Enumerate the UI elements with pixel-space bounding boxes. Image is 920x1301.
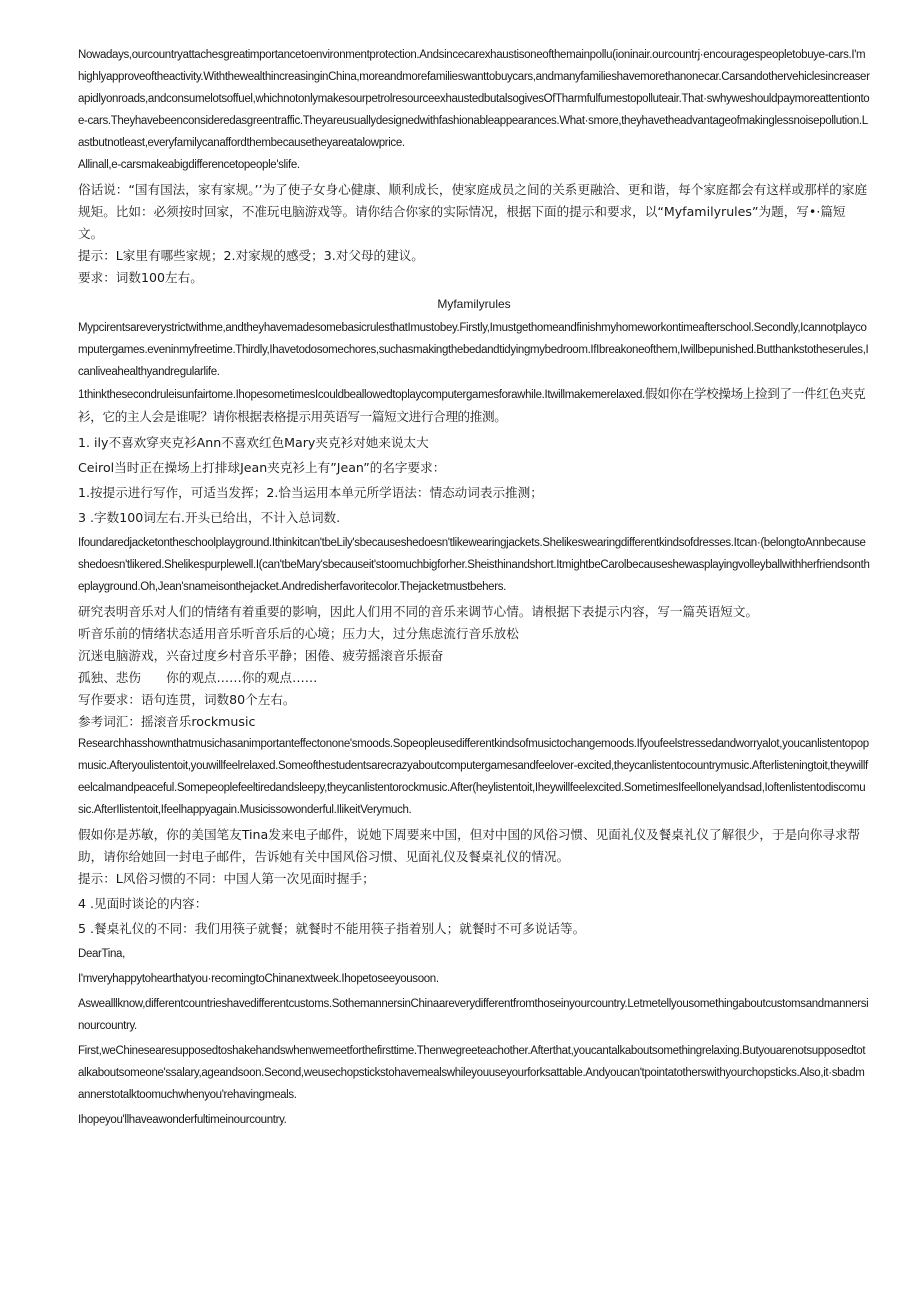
task2-essay: Mypcirentsareverystrictwithme,andtheyhavemadesomebasicrulesthatImustobey.Firstly,Imustgethomeandfinishmyhomeworkontimeafterschool.Secondly,Icannotplaycomputergames.eveninmyfreetime.Thirdly,Ihavetodosomechores,suchasmakingthebedandtidyingmybedroom.IfIbreakoneofthem,Iwillbepunished.Butthankstotheserules,Icanliveahealthyandregularlife. [78, 322, 869, 378]
task2-essay-end [78, 383, 870, 429]
task5-salutation: DearTina, [78, 948, 125, 960]
task4-row1: 听音乐前的情绪状态适用音乐听音乐后的心境；压力大，过分焦虑流行音乐放松 [78, 626, 519, 641]
task3-req1: 1.按提示进行写作，可适当发挥；2.恰当运用本单元所学语法：情态动词表示推测； [78, 485, 543, 500]
task3-table-row1: 1. ily不喜欢穿夹克衫Ann不喜欢红色Mary夹克衫对她来说太大 [78, 435, 429, 450]
task2-prompt: 俗话说：“国有国法，家有家规。’’为了使子女身心健康、顺利成长，使家庭成员之间的关系更融洽、更和谐，每个家庭都会有这样或那样的家庭规矩。比如：必须按时回家，不准玩电脑游戏等。请你结合你家的实际情况，根据下面的提示和要求，以“Myfamilyrules”为题，写•·篇短文。 [78, 182, 868, 241]
essay1-body: Nowadays,ourcountryattachesgreatimportancetoenvironmentprotection.Andsincecarexhaustisoneofthemainpollu(ioninair.ourcountrj·encouragespeopletobuye-cars.I'mhighlyapproveoftheactivity.WiththewealthincreasinginChina,moreandmorefamilieswanttobuycars,andmanyfamilieshavemorethanonecar.Carsandothervehiclesincreaserapidlyonroads,andconsumelotsoffuel,whichnotonlymakesourpetrolresourceexhaustedbutalsogivesOfTharmfulfumestopolluteair.That·swhyweshouldpaymoreattentiontoe-cars.Theyhavebeenconsideredasgreentraffic.Theyareusuallydesignedwithfashionableappearances.What·smore,theyhavetheadvantageofmakinglessnoisepollution.Lastbutnotleast,everyfamilycanaffordthembecausetheyareatalowprice. [78, 49, 870, 149]
task2-title: Myfamilyrules [437, 297, 511, 311]
task3-req3: 3 .字数100词左右.开头已给出，不计入总词数. [78, 510, 341, 525]
task4-vocab: 参考词汇：摇滚音乐rockmusic [78, 714, 256, 729]
task5-prompt: 假如你是苏敏，你的美国笔友Tina发来电子邮件，说她下周要来中国，但对中国的风俗习惯、见面礼仪及餐桌礼仪了解很少，于是向你寻求帮助，请你给她回一封电子邮件，告诉她有关中国风俗习惯、见面礼仪及餐桌礼仪的情况。 [78, 827, 861, 864]
task3-table-row2: Ceirol当时正在操场上打排球Jean夹克衫上有”Jean”的名字要求： [78, 460, 446, 475]
task5-closing: Ihopeyou'llhaveawonderfultimeinourcountry. [78, 1114, 287, 1126]
task3-essay: Ifoundaredjacketontheschoolplayground.Ithinkitcan'tbeLily'sbecauseshedoesn'tlikewearingjackets.Shelikeswearingdifferentkindsofdresses.Itcan·(belongtoAnnbecauseshedoesn'tlikered.Shelikespurplewell.I(can'tbeMary'sbecauseit'stoomuchbigforher.Sheisthinandshort.ItmightbeCarolbecauseshewasplayingvolleyballwithherfriendsontheplayground.Oh,Jean'snameisonthejacket.Andredisherfavoritecolor.Thejacketmustbehers. [78, 537, 870, 593]
task5-para3: First,weChinesearesupposedtoshakehandswhenwemeetforthefirsttime.Thenwegreeteachother.Afterthat,youcantalkaboutsomethingrelaxing.Butyouarenotsupposedtotalkaboutsomeone'ssalary,ageandsoon.Second,weusechopstickstohavemealswhileyouuseyourforksattable.Andyoucan'tpointatotherswithyourchopsticks.Also,it·sbadmannerstotalktoomuchwhenyou'rehavingmeals. [78, 1045, 866, 1101]
task5-line1: I'mveryhappytohearthatyou·recomingtoChinanextweek.Ihopetoseeyousoon. [78, 973, 439, 985]
task4-row3: 孤独、悲伤 你的观点……你的观点…… [78, 670, 318, 685]
task4-prompt: 研究表明音乐对人们的情绪有着重要的影响，因此人们用不同的音乐来调节心情。请根据下表提示内容，写一篇英语短文。 [78, 604, 759, 619]
task2-requirement: 要求：词数100左右。 [78, 270, 203, 285]
task2-hint: 提示：L家里有哪些家规；2.对家规的感受；3.对父母的建议。 [78, 248, 424, 263]
task5-para2: Aswealllknow,differentcountrieshavedifferentcustoms.SothemannersinChinaareverydifferentfromthoseinyourcountry.Letmetellyousomethingaboutcustomsandmannersinourcountry. [78, 998, 869, 1032]
task5-hint4: 4 .见面时谈论的内容： [78, 896, 208, 911]
task5-hint1: 提示：L风俗习惯的不同：中国人第一次见面时握手； [78, 871, 375, 886]
task2-essay-end-text: 1thinkthesecondruleisunfairtome.IhopesometimesIcouldbeallowedtoplaycomputergamesforawhile.Itwillmakemerelaxed. [78, 389, 645, 401]
task4-essay: Researchhasshownthatmusichasanimportanteffectonone'smoods.Sopeopleusedifferentkindsofmusictochangemoods.Ifyoufeelstressedandworryalot,youcanlistentopopmusic.Afteryoulistentoit,youwillfeelrelaxed.Someofthestudentsarecrazyaboutcomputergamesandfeelover-excited,theycanlistentocountrymusic.Afterlisteningtoit,theywillfeelcalmandpeaceful.Somepeoplefeeltiredandsleepy,theycanlistentorockmusic.After(heylistentoit,Iheywillfeelexcited.SometimesIfeellonelyandsad,Ioftenlistentodiscomusic.AfterIlistentoit,Ifeelhappyagain.Musicissowonderful.IlikeitVerymuch. [78, 738, 869, 816]
task4-row2: 沉迷电脑游戏，兴奋过度乡村音乐平静；困倦、疲劳摇滚音乐振奋 [78, 648, 444, 663]
task4-requirement: 写作要求：语句连贯，词数80个左右。 [78, 692, 296, 707]
task5-hint5: 5 .餐桌礼仪的不同：我们用筷子就餐；就餐时不能用筷子指着别人；就餐时不可多说话等。 [78, 921, 586, 936]
essay1-conclusion: Allinall,e-carsmakeabigdifferencetopeople'slife. [78, 159, 300, 171]
task3-prompt: 假如你在学校操场上捡到了一件红色夹克衫，它的主人会是谁呢？请你根据表格提示用英语写一篇短文进行合理的推测。 [78, 386, 866, 424]
